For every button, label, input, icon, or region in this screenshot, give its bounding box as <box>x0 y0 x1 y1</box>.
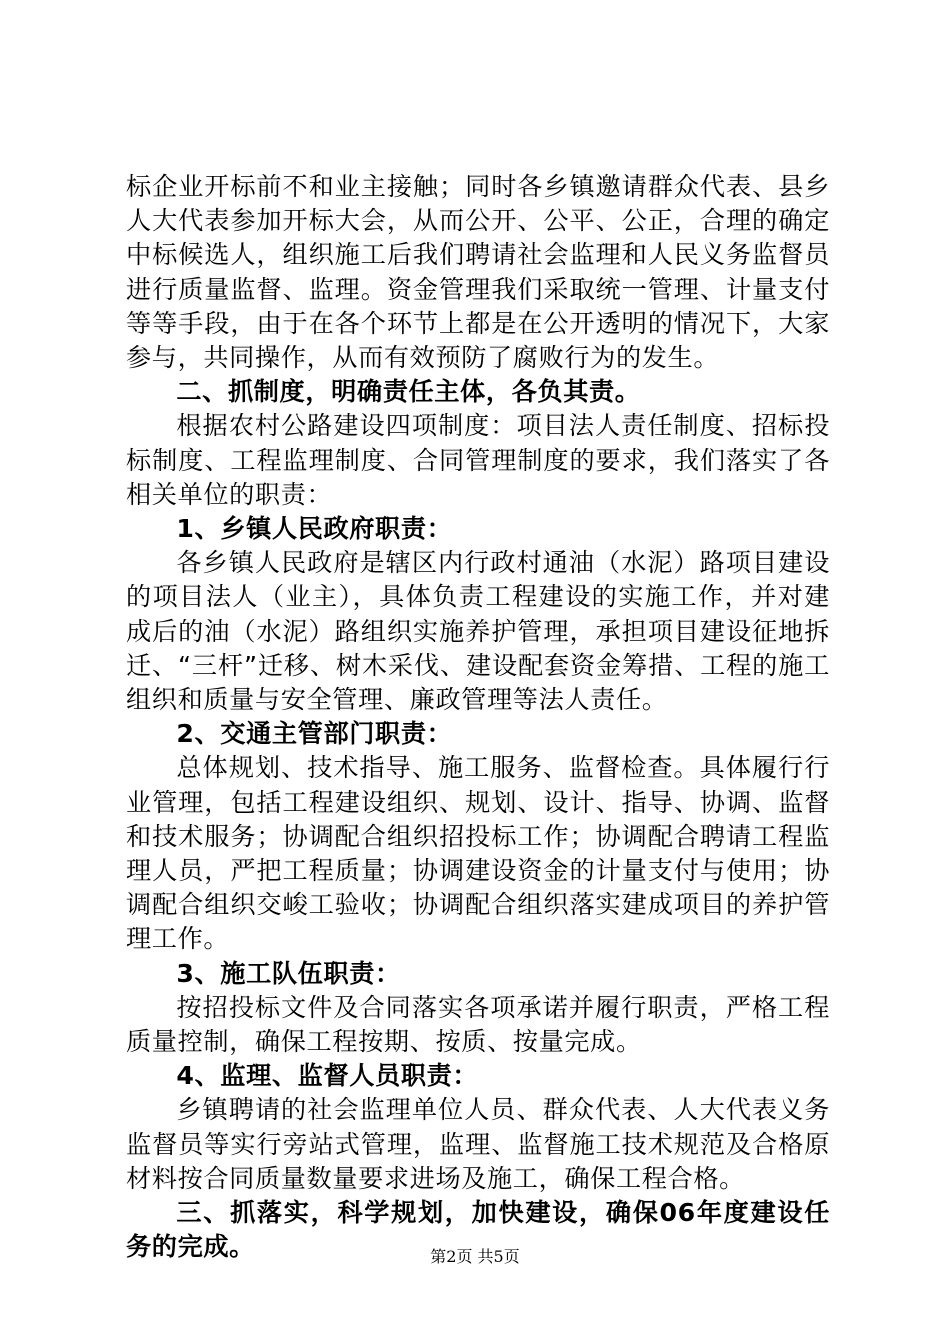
section-heading-3: 三、抓落实，科学规划，加快建设，确保06年度建设任务的完成。 <box>126 1198 830 1262</box>
subheading-transport-department: 2、交通主管部门职责： <box>176 719 453 749</box>
paragraph-construction-team: 按招投标文件及合同落实各项承诺并履行职责，严格工程质量控制，确保工程按期、按质、按量完成。 <box>126 992 830 1057</box>
paragraph-four-systems: 根据农村公路建设四项制度：项目法人责任制度、招标投标制度、工程监理制度、合同管理制度的要求，我们落实了各相关单位的职责： <box>126 411 830 509</box>
paragraph-township-government: 各乡镇人民政府是辖区内行政村通油（水泥）路项目建设的项目法人（业主），具体负责工程建设的实施工作，并对建成后的油（水泥）路组织实施养护管理，承担项目建设征地拆迁、“三杆”迁移、树木采伐、建设配套资金筹措、工程的施工组织和质量与安全管理、廉政管理等法人责任。 <box>126 548 830 715</box>
document-body <box>126 170 830 1265</box>
page-footer: 第2页 共5页 <box>430 1247 520 1266</box>
paragraph-supervisors: 乡镇聘请的社会监理单位人员、群众代表、人大代表义务监督员等实行旁站式管理，监理、监督施工技术规范及合格原材料按合同质量数量要求进场及施工，确保工程合格。 <box>126 1095 830 1193</box>
paragraph-bidding-supervision: 标企业开标前不和业主接触；同时各乡镇邀请群众代表、县乡人大代表参加开标大会，从而公开、公平、公正，合理的确定中标候选人，组织施工后我们聘请社会监理和人民义务监督员进行质量监督、监理。资金管理我们采取统一管理、计量支付等等手段，由于在各个环节上都是在公开透明的情况下，大家参与，共同操作，从而有效预防了腐败行为的发生。 <box>126 172 830 373</box>
section-heading-2: 二、抓制度，明确责任主体，各负其责。 <box>176 377 641 407</box>
subheading-supervisors: 4、监理、监督人员职责： <box>176 1061 479 1091</box>
subheading-construction-team: 3、施工队伍职责： <box>176 958 401 988</box>
paragraph-transport-department: 总体规划、技术指导、施工服务、监督检查。具体履行行业管理，包括工程建设组织、规划、设计、指导、协调、监督和技术服务；协调配合组织招投标工作；协调配合聘请工程监理人员，严把工程质量；协调建设资金的计量支付与使用；协调配合组织交峻工验收；协调配合组织落实建成项目的养护管理工作。 <box>126 753 830 954</box>
subheading-township-government: 1、乡镇人民政府职责： <box>176 514 453 544</box>
